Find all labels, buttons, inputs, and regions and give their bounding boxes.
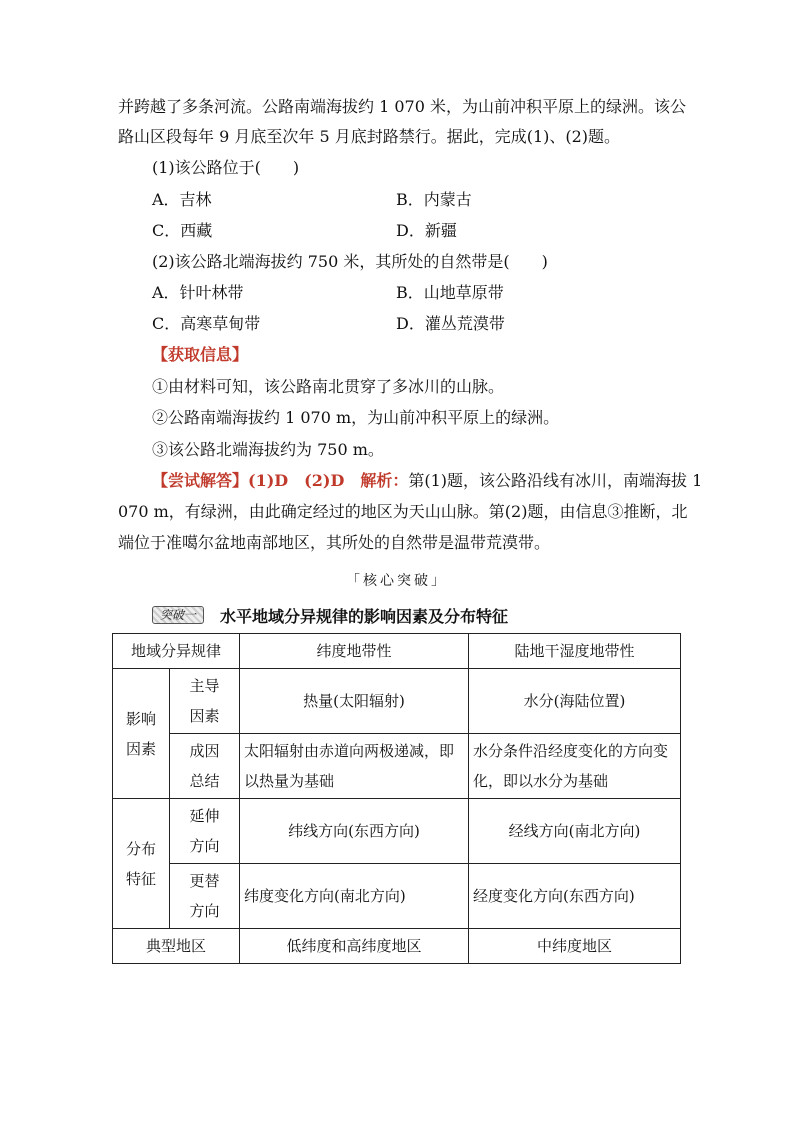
table-row [113,864,681,929]
answer-line: 端位于准噶尔盆地南部地区，其所处的自然带是温带荒漠带。 [118,533,551,552]
table-subheader-cell: 主导 因素 [170,669,240,734]
table-subheader-cell: 更替 方向 [170,864,240,929]
table-group-cell: 分布 特征 [113,799,170,929]
info-item: ②公路南端海拔约 1 070 m，为山前冲积平原上的绿洲。 [152,408,560,427]
q2-option-a: A．针叶林带 [152,283,244,302]
table-row [113,734,681,799]
q1-option-c: C．西藏 [152,221,213,240]
table-cell: 经线方向(南北方向) [469,799,681,864]
table-header-cell: 纬度地带性 [240,634,469,669]
q2-option-b: B．山地草原带 [396,283,504,302]
table-cell: 中纬度地区 [469,929,681,964]
table-cell: 热量(太阳辐射) [240,669,469,734]
table-cell: 水分条件沿经度变化的方向变化，即以水分为基础 [469,734,681,799]
table-subheader-cell: 成因 总结 [170,734,240,799]
subsection-heading [152,604,508,626]
q1-option-d: D．新疆 [396,221,457,240]
q2-option-d: D．灌丛荒漠带 [396,314,505,333]
table-subheader-cell: 延伸 方向 [170,799,240,864]
info-item: ③该公路北端海拔约为 750 m。 [152,440,384,459]
question-2-stem: (2)该公路北端海拔约 750 米，其所处的自然带是( ) [152,252,548,271]
table-cell: 太阳辐射由赤道向两极递减，即以热量为基础 [240,734,469,799]
table-row [113,799,681,864]
answer-line: 070 m，有绿洲，由此确定经过的地区为天山山脉。第(2)题，由信息③推断，北 [118,502,688,521]
comparison-table [112,633,681,964]
answer-result: (1)D (2)D 解析： [248,471,409,490]
answer-text: 第(1)题，该公路沿线有冰川，南端海拔 1 [408,471,703,490]
question-1-stem: (1)该公路位于( ) [152,158,300,177]
table-row [113,929,681,964]
q1-option-a: A．吉林 [152,190,212,209]
paragraph-line: 并跨越了多条河流。公路南端海拔约 1 070 米，为山前冲积平原上的绿洲。该公 [118,97,686,116]
info-heading: 【获取信息】 [152,345,249,364]
table-cell: 纬线方向(东西方向) [240,799,469,864]
answer-heading: 【尝试解答】 [152,471,249,490]
q1-option-b: B．内蒙古 [396,190,472,209]
table-subheader-cell: 典型地区 [113,929,240,964]
table-row [113,669,681,734]
table-cell: 纬度变化方向(南北方向) [240,864,469,929]
table-header-cell: 陆地干湿度地带性 [469,634,681,669]
breakthrough-badge: 突破一 [152,606,204,624]
section-title: 「核心突破」 [346,573,448,589]
table-cell: 水分(海陆位置) [469,669,681,734]
q2-option-c: C．高寒草甸带 [152,314,261,333]
table-group-cell: 影响 因素 [113,669,170,799]
paragraph-line: 路山区段每年 9 月底至次年 5 月底封路禁行。据此，完成(1)、(2)题。 [118,127,621,146]
answer-line [152,471,702,491]
info-item: ①由材料可知，该公路南北贯穿了多冰川的山脉。 [152,377,505,396]
subsection-title: 水平地域分异规律的影响因素及分布特征 [220,606,509,626]
table-cell: 经度变化方向(东西方向) [469,864,681,929]
table-header-row [113,634,681,669]
table-header-cell: 地域分异规律 [113,634,240,669]
table-cell: 低纬度和高纬度地区 [240,929,469,964]
